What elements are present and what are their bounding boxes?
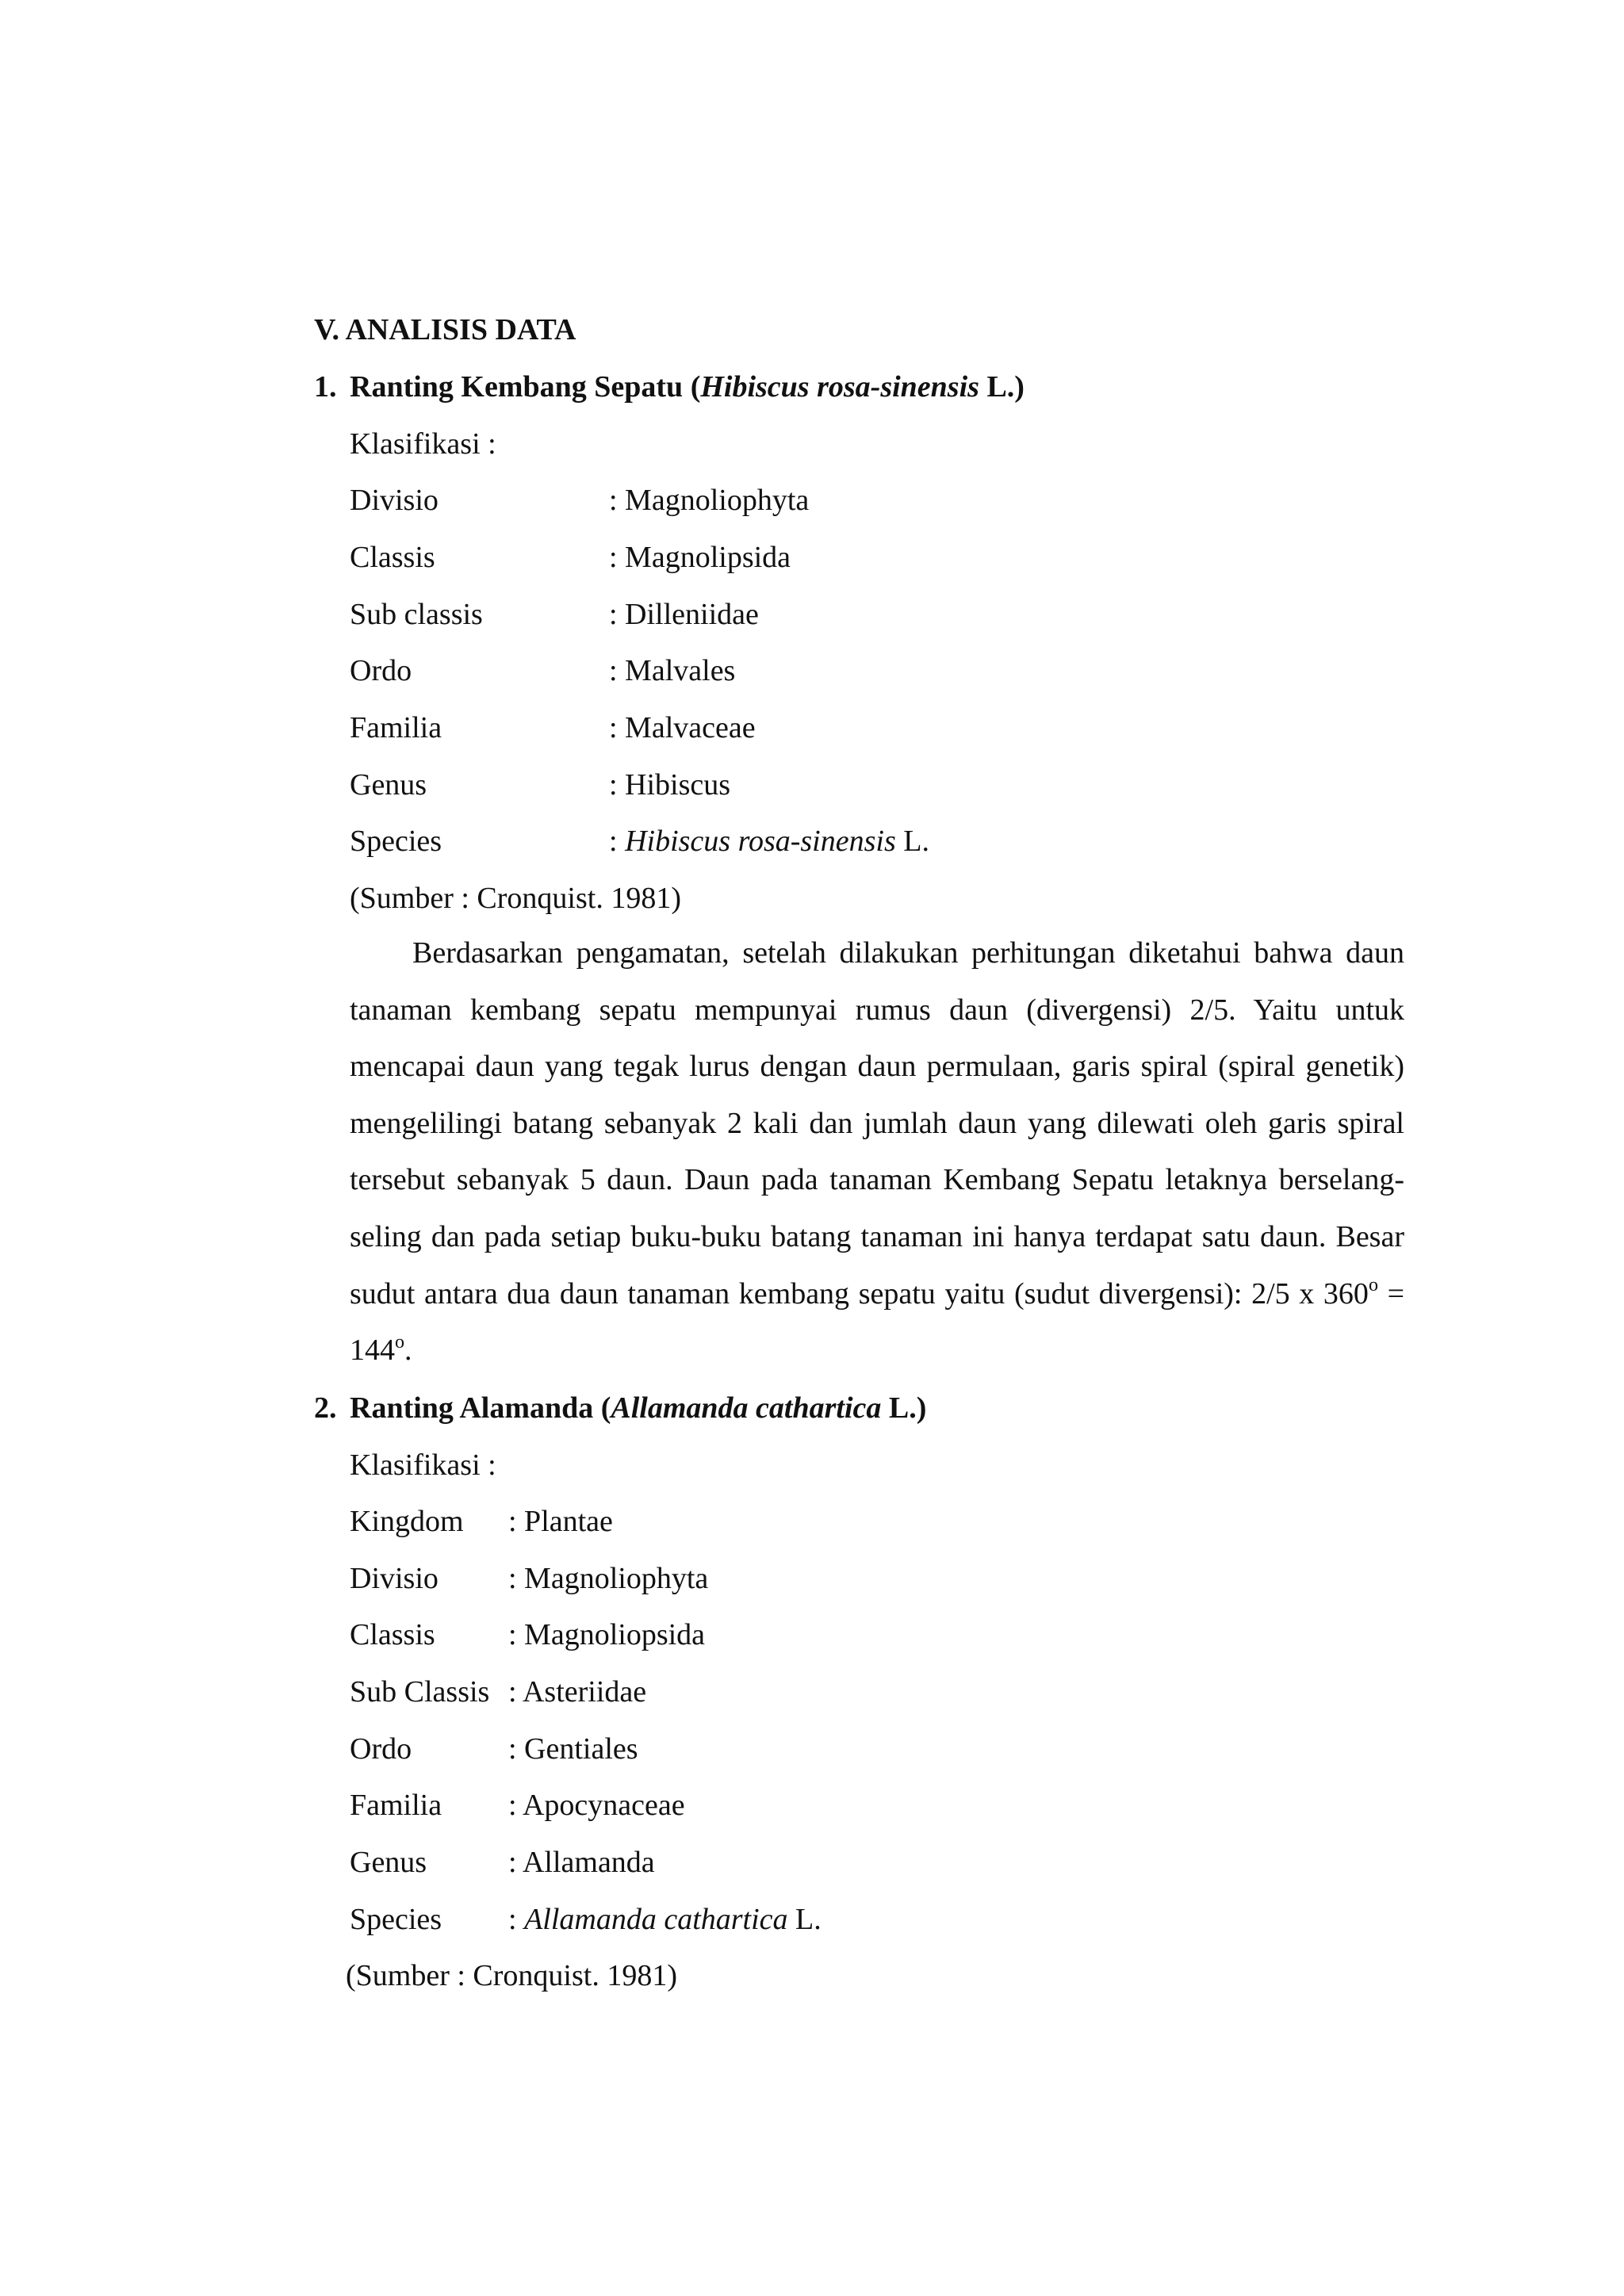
s2-species-value: [508, 1900, 822, 1938]
section-1-title-suffix: L.): [979, 370, 1025, 404]
s2-species-name: Allamanda cathartica: [524, 1903, 788, 1936]
s1-row-label: Genus: [350, 768, 427, 802]
s1-paragraph-text: Berdasarkan pengamatan, setelah dilakukan perhitungan diketahui bahwa daun tanaman kembang sepatu mempunyai rumus daun (divergensi) 2/5. Yaitu untuk mencapai daun yang tegak lurus dengan daun permulaan, garis spiral (spiral genetik) mengelilingi batang sebanyak 2 kali dan jumlah daun yang dilewati oleh garis spiral tersebut sebanyak 5 daun. Daun pada tanaman Kembang Sepatu letaknya berselang-seling dan pada setiap buku-buku batang tanaman ini hanya terdapat satu daun. Besar sudut antara dua daun tanaman kembang sepatu yaitu (sudut divergensi): 2/5 x 360: [350, 936, 1404, 1311]
s2-row-value: : Apocynaceae: [508, 1789, 685, 1822]
s1-row-label: Ordo: [350, 654, 412, 687]
section-2-klasifikasi-label: Klasifikasi :: [350, 1448, 496, 1482]
section-1-number: 1.: [314, 370, 337, 404]
section-1-title-prefix: Ranting Kembang Sepatu (: [350, 370, 701, 404]
s2-row-label: Sub Classis: [350, 1675, 490, 1709]
s2-row-label: Divisio: [350, 1562, 439, 1595]
s2-row-label: Familia: [350, 1789, 442, 1822]
s1-species-suffix: L.: [895, 825, 929, 858]
section-2-number: 2.: [314, 1391, 337, 1425]
section-2-title: [350, 1389, 926, 1427]
section-heading: V. ANALISIS DATA: [314, 313, 576, 346]
section-2-title-prefix: Ranting Alamanda (: [350, 1391, 611, 1425]
s2-species-label: Species: [350, 1903, 442, 1936]
s1-row-value: : Malvaceae: [609, 711, 756, 744]
s2-row-value: : Magnoliopsida: [508, 1618, 706, 1651]
s2-row-value: : Magnoliophyta: [508, 1562, 709, 1595]
s2-species-suffix: L.: [787, 1903, 822, 1936]
s1-row-value: : Malvales: [609, 654, 736, 687]
section-2-title-suffix: L.): [881, 1391, 927, 1425]
degree-sup: o: [1368, 1274, 1378, 1295]
section-1-title-species: Hibiscus rosa-sinensis: [700, 370, 979, 404]
s1-row-value: : Magnoliophyta: [609, 484, 810, 517]
s2-row-label: Classis: [350, 1618, 435, 1651]
s2-row-value: : Plantae: [508, 1505, 613, 1538]
s1-species-value: [609, 822, 929, 860]
s1-row-label: Sub classis: [350, 598, 483, 631]
s2-species-colon: :: [508, 1903, 525, 1936]
s2-row-value: : Asteriidae: [508, 1675, 647, 1709]
s2-row-label: Ordo: [350, 1732, 412, 1766]
s1-species-name: Hibiscus rosa-sinensis: [625, 825, 896, 858]
s1-row-value: : Magnolipsida: [609, 541, 791, 574]
section-1-klasifikasi-label: Klasifikasi :: [350, 427, 496, 461]
s1-row-label: Familia: [350, 711, 442, 744]
s2-row-value: : Allamanda: [508, 1846, 655, 1879]
s1-paragraph: [350, 925, 1404, 1380]
s2-row-label: Kingdom: [350, 1505, 464, 1538]
s2-source: (Sumber : Cronquist. 1981): [346, 1959, 677, 1992]
s1-species-label: Species: [350, 825, 442, 858]
s1-source: (Sumber : Cronquist. 1981): [350, 882, 681, 915]
s1-row-label: Divisio: [350, 484, 439, 517]
section-1-title: [350, 368, 1025, 406]
s1-row-value: : Hibiscus: [609, 768, 731, 802]
section-2-title-species: Allamanda cathartica: [611, 1391, 882, 1425]
s1-paragraph-end: .: [404, 1334, 412, 1368]
s2-row-label: Genus: [350, 1846, 427, 1879]
s1-species-colon: :: [609, 825, 626, 858]
s2-row-value: : Gentiales: [508, 1732, 638, 1766]
degree-sup: o: [395, 1331, 404, 1353]
s1-row-label: Classis: [350, 541, 435, 574]
s1-row-value: : Dilleniidae: [609, 598, 759, 631]
s1-paragraph-result: = 144: [350, 1276, 1405, 1368]
